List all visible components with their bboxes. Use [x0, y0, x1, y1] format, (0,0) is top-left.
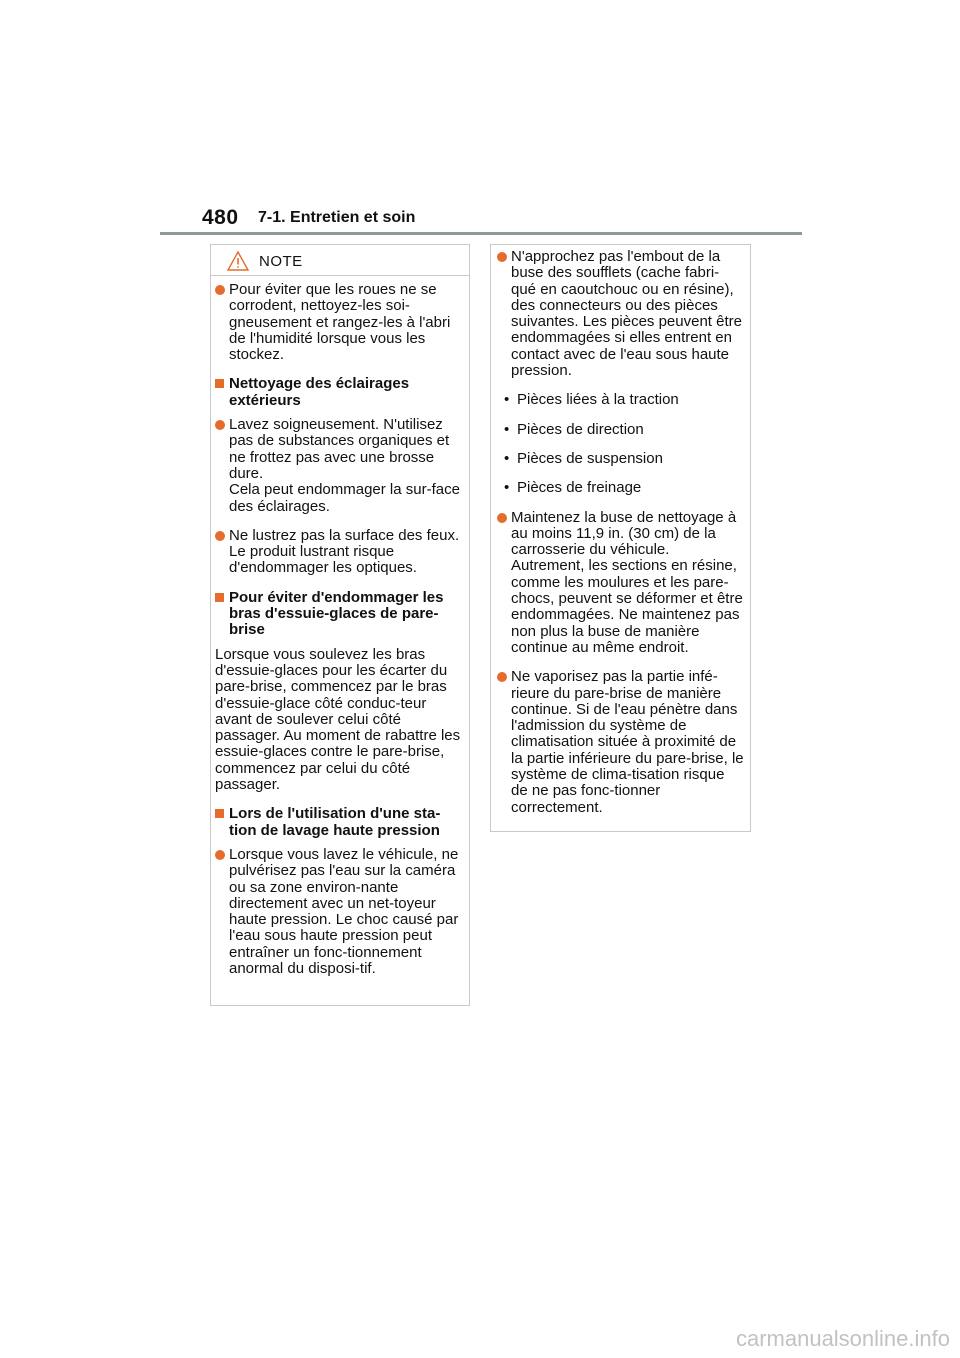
dot-bullet-icon: • [504, 449, 510, 467]
bullet-text: N'approchez pas l'embout de la buse des soufflets (cache fabri-qué en caoutchouc ou en résine), des connecteurs ou des pièces suivantes. Les pièces peuvent être endommagées si elles entrent en contact avec de l'eau sous haute pression. [511, 248, 742, 380]
bullet-icon [215, 420, 225, 430]
section-heading [215, 590, 463, 639]
bullet-icon [215, 285, 225, 295]
list-item [215, 528, 463, 577]
paragraph: Lorsque vous soulevez les bras d'essuie-glaces pour les écarter du pare-brise, commencez par le bras d'essuie-glace côté conduc-teur avant de soulever celui côté passager. Au moment de rabattre les essuie-glaces contre le pare-brise, commencez par celui du côté passager. [215, 645, 461, 794]
watermark: carmanualsonline.info [735, 1326, 950, 1351]
bullet-text-continued: Le produit lustrant risque d'endommager les optiques. [229, 543, 417, 577]
sub-list-item [497, 451, 744, 467]
section-heading [215, 376, 463, 409]
sub-item-text: Pièces de direction [517, 420, 644, 438]
bullet-icon [497, 672, 507, 682]
heading-text: Lors de l'utilisation d'une sta-tion de lavage haute pression [229, 805, 441, 839]
sub-list-item [497, 480, 744, 496]
header-rule [160, 232, 802, 235]
list-item [497, 249, 744, 379]
bullet-text: Ne lustrez pas la surface des feux. [229, 526, 460, 544]
sub-item-text: Pièces de freinage [517, 479, 642, 497]
sub-list-item [497, 392, 744, 408]
note-box-left [210, 244, 470, 1006]
sub-item-text: Pièces liées à la traction [517, 391, 679, 409]
section-heading [215, 806, 463, 839]
note-box-right [490, 244, 751, 832]
list-item [215, 282, 463, 363]
bullet-text-continued: Cela peut endommager la sur-face des éclairages. [229, 481, 460, 515]
bullet-text: Ne vaporisez pas la partie infé-rieure du pare-brise de manière continue. Si de l'eau pénètre dans l'admission du système de climatisation située à proximité de la partie inférieure du pare-brise, le système de clima-tisation risque de ne pas fonc-tionner correctement. [511, 668, 744, 816]
bullet-icon [215, 850, 225, 860]
bullet-text: Lorsque vous lavez le véhicule, ne pulvérisez pas l'eau sur la caméra ou sa zone environ-nante directement avec un net-toyeur haute pression. Le choc causé par l'eau sous haute pression peut entraîner un fonc-tionnement anormal du disposi-tif. [229, 845, 459, 977]
bullet-text: Pour éviter que les roues ne se corrodent, nettoyez-les soi-gneusement et rangez-les à l'abri de l'humidité lorsque vous les stockez. [229, 281, 451, 364]
note-label: NOTE [259, 253, 303, 270]
dot-bullet-icon: • [504, 479, 510, 497]
list-item [215, 847, 463, 977]
bullet-text: Maintenez la buse de nettoyage à au moins 11,9 in. (30 cm) de la carrosserie du véhicule. Autrement, les sections en résine, comme les moulures et les pare-chocs, peuvent se déformer et être endommagées. Ne maintenez pas non plus la buse de manière continue au même endroit. [511, 508, 743, 656]
list-item [497, 510, 744, 657]
list-item [215, 417, 463, 515]
bullet-text: Lavez soigneusement. N'utilisez pas de substances organiques et ne frottez pas avec une brosse dure. [229, 416, 450, 482]
square-bullet-icon [215, 379, 224, 388]
sub-list-item [497, 422, 744, 438]
section-title: 7-1. Entretien et soin [258, 209, 416, 226]
bullet-icon [215, 531, 225, 541]
heading-text: Pour éviter d'endommager les bras d'essuie-glaces de pare-brise [229, 588, 444, 639]
heading-text: Nettoyage des éclairages extérieurs [229, 375, 410, 409]
square-bullet-icon [215, 593, 224, 602]
bullet-icon [497, 252, 507, 262]
dot-bullet-icon: • [504, 391, 510, 409]
square-bullet-icon [215, 809, 224, 818]
warning-triangle-icon [227, 251, 249, 271]
list-item [497, 669, 744, 816]
sub-item-text: Pièces de suspension [517, 449, 663, 467]
bullet-icon [497, 513, 507, 523]
page-number: 480 [202, 206, 239, 229]
note-header [211, 245, 469, 276]
dot-bullet-icon: • [504, 420, 510, 438]
